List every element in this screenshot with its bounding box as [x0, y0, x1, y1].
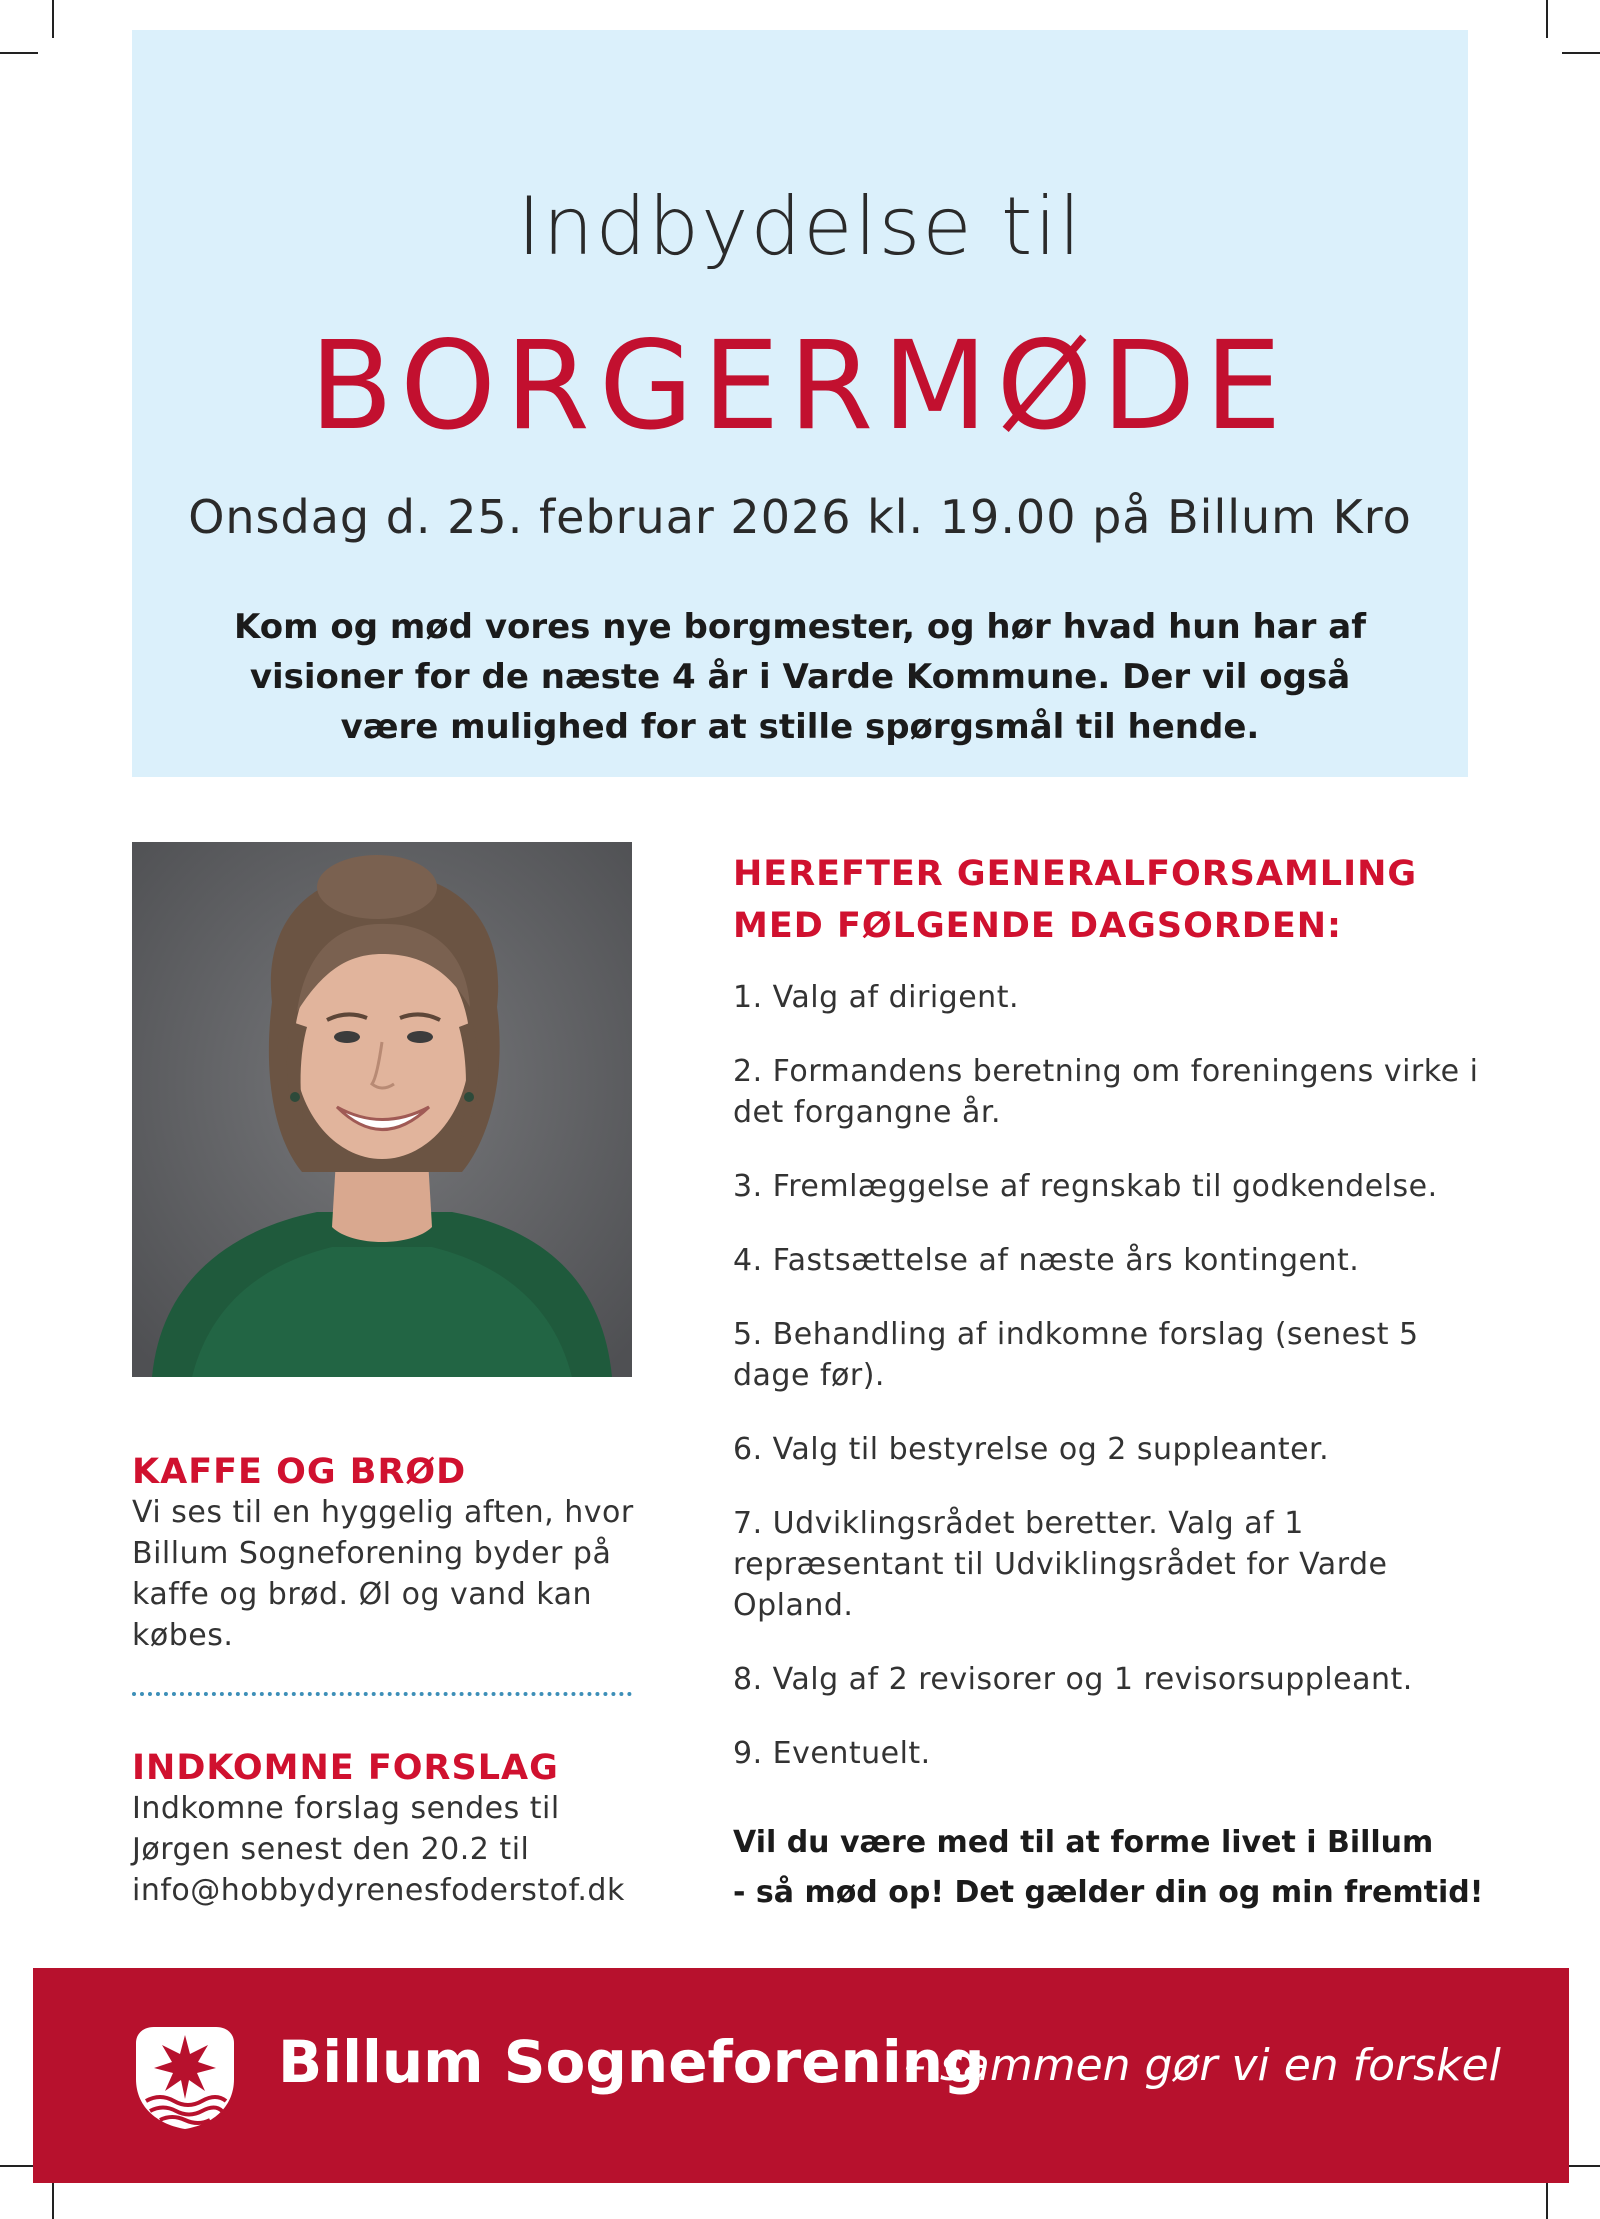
crop-mark [52, 0, 54, 38]
coffee-text: Vi ses til en hyggelig aften, hvor Billum Sogneforening byder på kaffe og brød. Øl og vand kan købes. [132, 1495, 634, 1653]
dotted-divider [132, 1692, 632, 1696]
crop-mark [52, 2181, 54, 2219]
coffee-section [132, 1452, 692, 1656]
agenda-item: 7. Udviklingsrådet beretter. Valg af 1 repræsentant til Udviklingsrådet for Varde Opland. [733, 1506, 1388, 1623]
agenda-heading [733, 848, 1493, 952]
coffee-heading: KAFFE OG BRØD [132, 1452, 467, 1492]
crop-mark [0, 52, 38, 54]
agenda-item: 2. Formandens beretning om foreningens virke i det forgangne år. [733, 1054, 1479, 1130]
proposals-line-2: Jørgen senest den 20.2 til [132, 1832, 530, 1867]
agenda-heading-line-1: HEREFTER GENERALFORSAMLING [733, 854, 1418, 894]
agenda-item: 9. Eventuelt. [733, 1736, 931, 1771]
portrait-photo [132, 842, 632, 1377]
agenda-item: 6. Valg til bestyrelse og 2 suppleanter. [733, 1432, 1330, 1467]
invitation-kicker: Indbydelse til [517, 180, 1083, 273]
agenda-heading-line-2: MED FØLGENDE DAGSORDEN: [733, 906, 1343, 946]
proposals-section [132, 1748, 692, 1911]
agenda-item: 8. Valg af 2 revisorer og 1 revisorsuppleant. [733, 1662, 1413, 1697]
closing-line-1: Vil du være med til at forme livet i Billum [733, 1825, 1434, 1860]
agenda-list [733, 977, 1493, 1807]
event-title: BORGERMØDE [309, 315, 1291, 457]
proposals-line-1: Indkomne forslag sendes til [132, 1791, 560, 1826]
shield-star-waves-icon [130, 2021, 240, 2131]
agenda-item: 5. Behandling af indkomne forslag (senest 5 dage før). [733, 1317, 1419, 1393]
brand-name: Billum Sogneforening [278, 2028, 985, 2096]
hero-panel [132, 30, 1468, 777]
agenda-item: 4. Fastsættelse af næste års kontingent. [733, 1243, 1360, 1278]
closing-call-to-action [733, 1818, 1493, 1918]
portrait-illustration [132, 842, 632, 1377]
crop-mark [1546, 0, 1548, 38]
proposals-heading: INDKOMNE FORSLAG [132, 1748, 559, 1788]
brand-tagline: – sammen gør vi en forskel [904, 2040, 1501, 2091]
crop-mark [1546, 2181, 1548, 2219]
closing-line-2: - så mød op! Det gælder din og min fremtid! [733, 1875, 1484, 1910]
proposals-email: info@hobbydyrenesfoderstof.dk [132, 1873, 625, 1908]
crop-mark [1562, 52, 1600, 54]
event-date: Onsdag d. 25. februar 2026 kl. 19.00 på Billum Kro [188, 490, 1412, 544]
agenda-item: 1. Valg af dirigent. [733, 980, 1019, 1015]
agenda-item: 3. Fremlæggelse af regnskab til godkendelse. [733, 1169, 1438, 1204]
event-lead-text: Kom og mød vores nye borgmester, og hør hvad hun har af visioner for de næste 4 år i Varde Kommune. Der vil også være mulighed for at stille spørgsmål til hende. [233, 607, 1367, 747]
footer-banner [33, 1968, 1569, 2183]
